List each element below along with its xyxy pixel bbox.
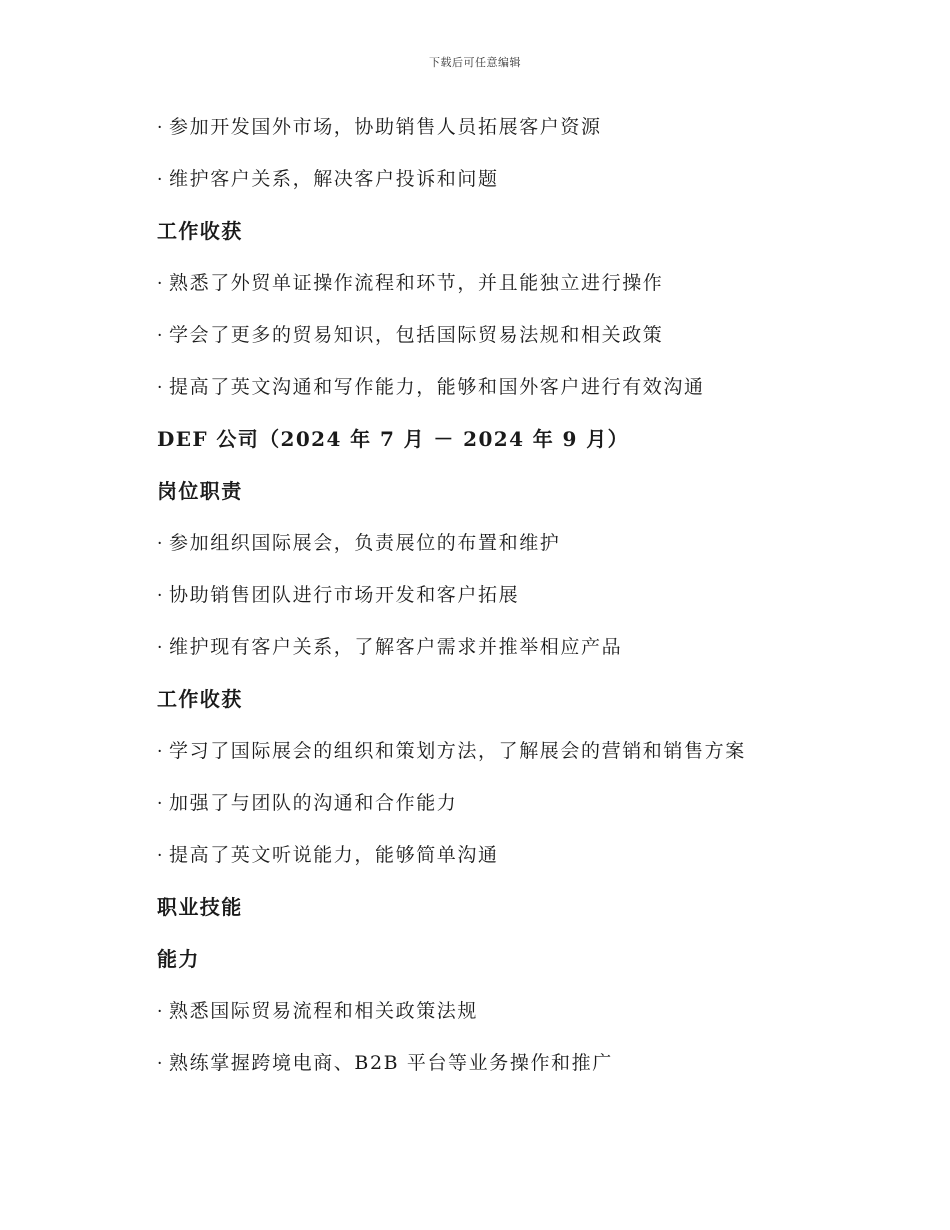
bullet-dot-icon: · bbox=[157, 794, 165, 814]
bullet-item bbox=[157, 160, 857, 212]
bullet-text: 参加组织国际展会，负责展位的布置和维护 bbox=[169, 532, 561, 554]
bullet-text: 参加开发国外市场，协助销售人员拓展客户资源 bbox=[169, 116, 602, 138]
bullet-text: 熟练掌握跨境电商、B2B 平台等业务操作和推广 bbox=[169, 1052, 613, 1074]
bullet-item bbox=[157, 1044, 857, 1096]
document-body bbox=[157, 108, 857, 1096]
section-heading: 工作收获 bbox=[157, 687, 243, 711]
bullet-text: 提高了英文听说能力，能够简单沟通 bbox=[169, 844, 499, 866]
bullet-dot-icon: · bbox=[157, 1054, 165, 1074]
bullet-dot-icon: · bbox=[157, 846, 165, 866]
bullet-item bbox=[157, 628, 857, 680]
bullet-dot-icon: · bbox=[157, 742, 165, 762]
bullet-item bbox=[157, 524, 857, 576]
bullet-item bbox=[157, 836, 857, 888]
bullet-item bbox=[157, 264, 857, 316]
bullet-item bbox=[157, 368, 857, 420]
section-heading: DEF 公司（2024 年 7 月 － 2024 年 9 月） bbox=[157, 427, 630, 451]
bullet-item bbox=[157, 784, 857, 836]
bullet-text: 加强了与团队的沟通和合作能力 bbox=[169, 792, 458, 814]
bullet-dot-icon: · bbox=[157, 326, 165, 346]
bullet-dot-icon: · bbox=[157, 378, 165, 398]
section-heading: 岗位职责 bbox=[157, 479, 243, 503]
bullet-dot-icon: · bbox=[157, 586, 165, 606]
section-heading: 职业技能 bbox=[157, 895, 243, 919]
section-heading: 能力 bbox=[157, 947, 200, 971]
section-heading: 工作收获 bbox=[157, 219, 243, 243]
bullet-dot-icon: · bbox=[157, 274, 165, 294]
bullet-item bbox=[157, 316, 857, 368]
bullet-text: 协助销售团队进行市场开发和客户拓展 bbox=[169, 584, 520, 606]
bullet-text: 维护现有客户关系，了解客户需求并推举相应产品 bbox=[169, 636, 623, 658]
bullet-dot-icon: · bbox=[157, 638, 165, 658]
bullet-dot-icon: · bbox=[157, 118, 165, 138]
bullet-item bbox=[157, 992, 857, 1044]
bullet-text: 学习了国际展会的组织和策划方法，了解展会的营销和销售方案 bbox=[169, 740, 746, 762]
bullet-item bbox=[157, 732, 857, 784]
bullet-text: 熟悉了外贸单证操作流程和环节，并且能独立进行操作 bbox=[169, 272, 664, 294]
bullet-item bbox=[157, 576, 857, 628]
bullet-dot-icon: · bbox=[157, 1002, 165, 1022]
bullet-text: 维护客户关系，解决客户投诉和问题 bbox=[169, 168, 499, 190]
bullet-text: 熟悉国际贸易流程和相关政策法规 bbox=[169, 1000, 479, 1022]
bullet-text: 学会了更多的贸易知识，包括国际贸易法规和相关政策 bbox=[169, 324, 664, 346]
page-header: 下载后可任意编辑 bbox=[429, 56, 521, 69]
bullet-dot-icon: · bbox=[157, 170, 165, 190]
bullet-item bbox=[157, 108, 857, 160]
bullet-text: 提高了英文沟通和写作能力，能够和国外客户进行有效沟通 bbox=[169, 376, 705, 398]
bullet-dot-icon: · bbox=[157, 534, 165, 554]
